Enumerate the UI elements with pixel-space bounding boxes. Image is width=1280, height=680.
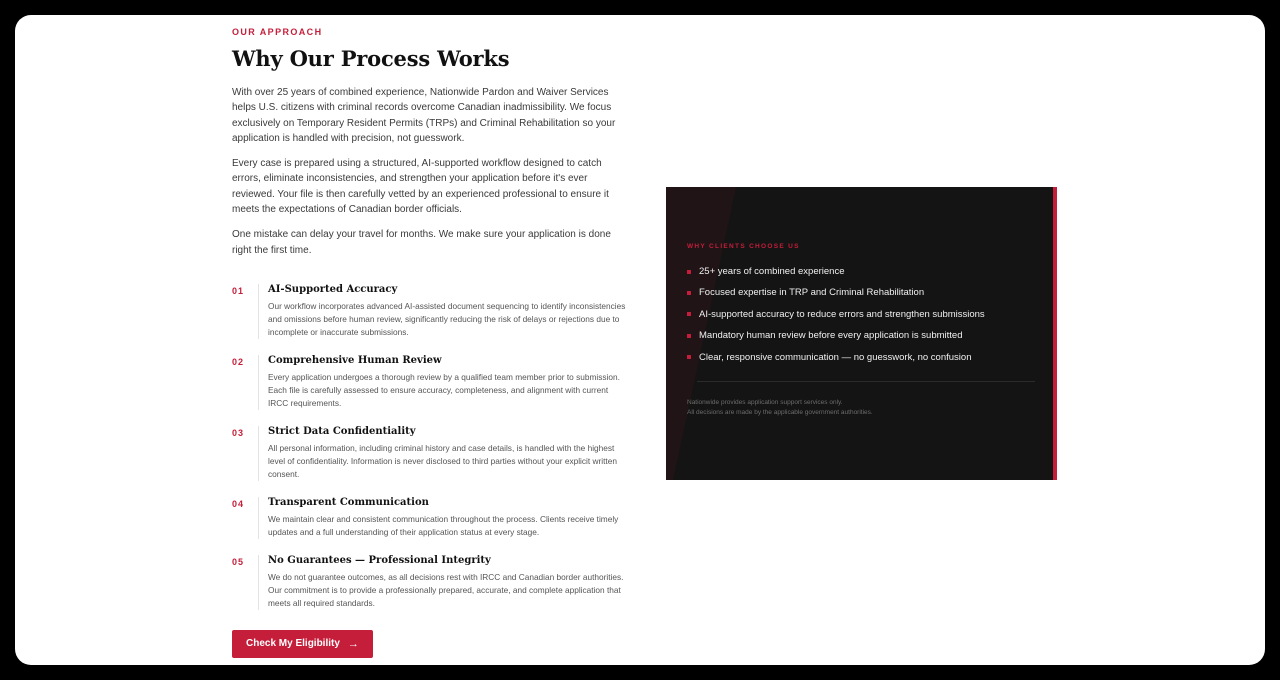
step-body (258, 355, 627, 410)
square-bullet-icon (687, 291, 691, 295)
card-accent-bar (1053, 187, 1057, 480)
benefit-text: Focused expertise in TRP and Criminal Rehabilitation (699, 287, 925, 299)
benefit-text: Clear, responsive communication — no guesswork, no confusion (699, 351, 972, 363)
section-eyebrow: OUR APPROACH (232, 27, 323, 37)
step-description: We maintain clear and consistent communication throughout the process. Clients receive timely updates and a full understanding of their application status at every stage. (268, 513, 619, 537)
step-body (258, 284, 627, 339)
mistake-paragraph: One mistake can delay your travel for months. We make sure your application is done right the first time. (232, 229, 611, 256)
card-disclaimer (687, 398, 1037, 418)
benefit-text: 25+ years of combined experience (699, 266, 845, 277)
step-title: Transparent Communication (268, 496, 429, 508)
card-content (687, 243, 1037, 418)
check-eligibility-button[interactable] (232, 630, 373, 658)
workflow-paragraph: Every case is prepared using a structured, AI-supported workflow designed to catch errors, eliminate inconsistencies, and strengthen your application before it's ever reviewed. Your file is then carefully vetted by an experienced professional to ensure it meets the expectations of Canadian border officials. (232, 158, 609, 216)
card-divider (697, 381, 1035, 382)
list-item (687, 352, 1037, 363)
page-frame (15, 15, 1265, 665)
list-item (687, 287, 1037, 298)
card-eyebrow: WHY CLIENTS CHOOSE US (687, 243, 800, 250)
step-title: No Guarantees — Professional Integrity (268, 554, 491, 566)
benefits-list (687, 266, 1037, 363)
step-body (258, 497, 627, 539)
list-item (687, 266, 1037, 277)
step-title: Strict Data Confidentiality (268, 425, 416, 437)
step-description: All personal information, including criminal history and case details, is handled with the highest level of confidentiality. Information is never disclosed to third parties without your explicit written consent. (268, 442, 617, 479)
step-description: Every application undergoes a thorough review by a qualified team member prior to submission. Each file is carefully assessed to ensure accuracy, completeness, and alignment with current IRCC requirements. (268, 371, 620, 408)
why-choose-us-card (666, 187, 1057, 480)
arrow-right-icon: → (347, 637, 359, 650)
process-step (232, 355, 627, 410)
list-item (687, 330, 1037, 341)
list-item (687, 309, 1037, 320)
step-description: We do not guarantee outcomes, as all decisions rest with IRCC and Canadian border authorities. Our commitment is to provide a professionally prepared, accurate, and complete application that meets all required standards. (268, 571, 624, 608)
process-step (232, 284, 627, 339)
process-steps (232, 284, 627, 610)
approach-section (232, 27, 627, 658)
square-bullet-icon (687, 312, 691, 316)
process-step (232, 555, 627, 610)
square-bullet-icon (687, 334, 691, 338)
benefit-text: Mandatory human review before every application is submitted (699, 330, 963, 342)
step-number: 05 (232, 556, 245, 567)
section-title: Why Our Process Works (232, 46, 510, 71)
step-description: Our workflow incorporates advanced AI-assisted document sequencing to identify inconsistencies and omissions before human review, significantly reducing the risk of delays or rejections due to incomplete or inaccurate submissions. (268, 300, 626, 337)
step-number: 03 (232, 427, 245, 438)
step-body (258, 426, 627, 481)
benefit-text: AI-supported accuracy to reduce errors and strengthen submissions (699, 308, 985, 320)
step-number: 04 (232, 498, 245, 509)
disclaimer-line: Nationwide provides application support services only. (687, 398, 843, 406)
step-number: 01 (232, 285, 245, 296)
disclaimer-line: All decisions are made by the applicable government authorities. (687, 408, 873, 416)
step-title: AI-Supported Accuracy (268, 283, 398, 295)
square-bullet-icon (687, 270, 691, 274)
step-title: Comprehensive Human Review (268, 354, 442, 366)
process-step (232, 497, 627, 539)
step-number: 02 (232, 356, 245, 367)
intro-paragraph: With over 25 years of combined experience, Nationwide Pardon and Waiver Services helps U.S. citizens with criminal records overcome Canadian inadmissibility. We focus exclusively on Temporary Resident Permits (TRPs) and Criminal Rehabilitation so your application is handled with precision, not guesswork. (232, 87, 616, 144)
process-step (232, 426, 627, 481)
square-bullet-icon (687, 355, 691, 359)
step-body (258, 555, 627, 610)
cta-label: Check My Eligibility (246, 638, 340, 650)
